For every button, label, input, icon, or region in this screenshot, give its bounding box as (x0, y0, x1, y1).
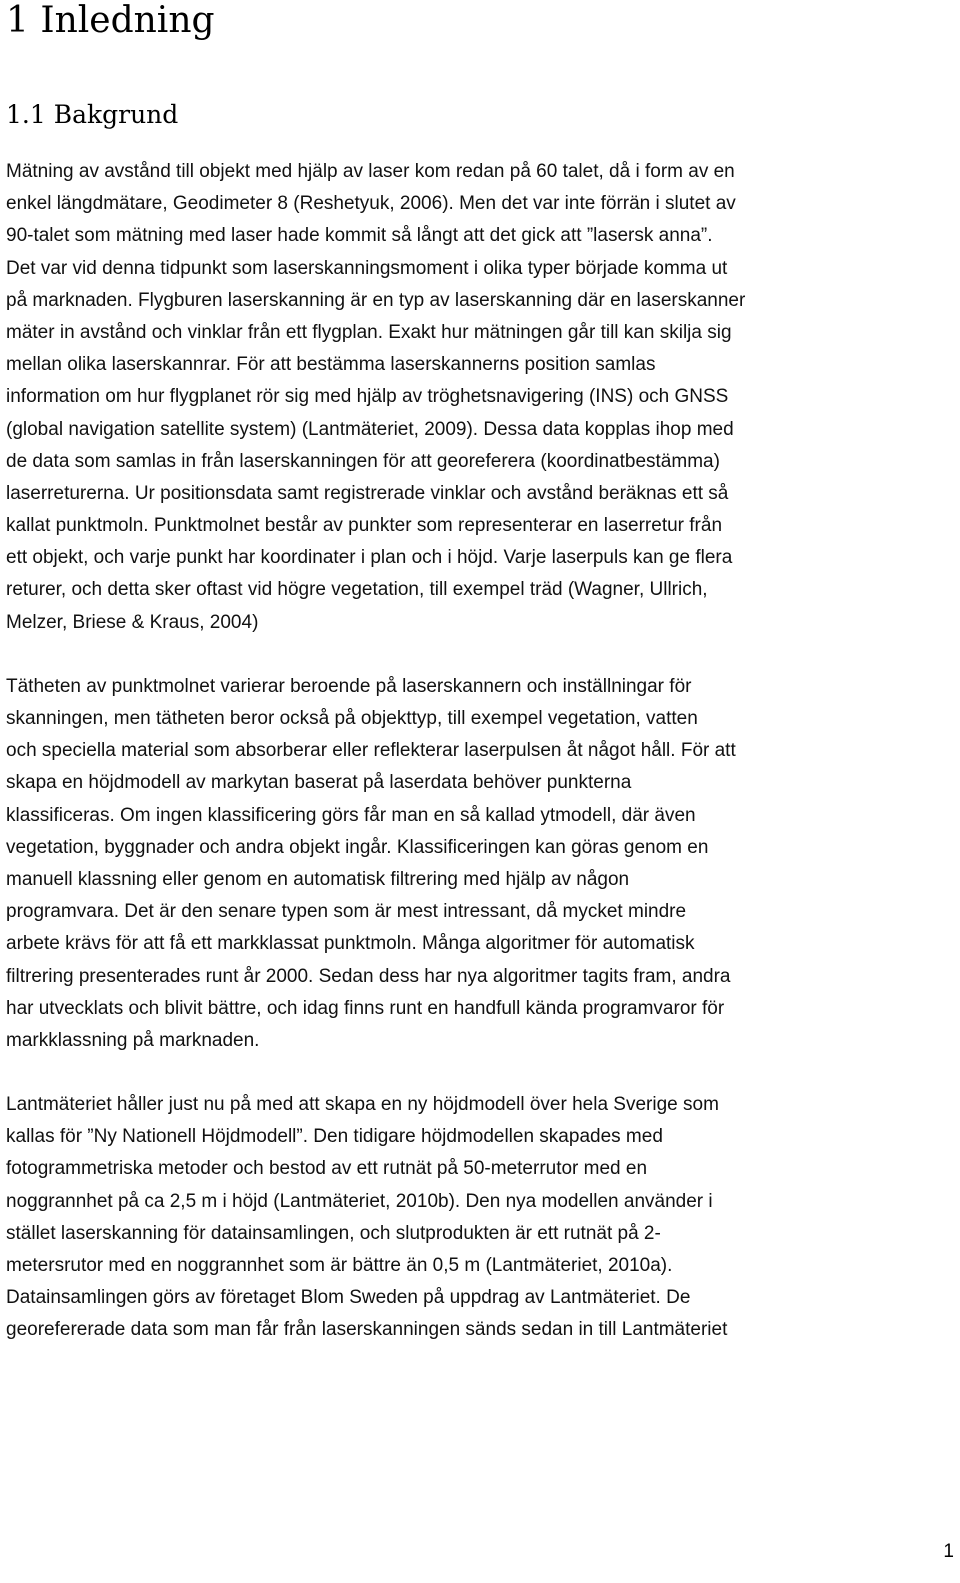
paragraph (6, 156, 956, 639)
text-line: kallat punktmoln. Punktmolnet består av punkter som representerar en laserretur från (6, 515, 723, 537)
text-line: georefererade data som man får från laserskanningen sänds sedan in till Lantmäteriet (6, 1319, 728, 1341)
text-line: vegetation, byggnader och andra objekt ingår. Klassificeringen kan göras genom en (6, 836, 709, 858)
text-line: skanningen, men tätheten beror också på objekttyp, till exempel vegetation, vatten (6, 708, 698, 729)
text-line: kallas för ”Ny Nationell Höjdmodell”. Den tidigare höjdmodellen skapades med (6, 1126, 663, 1148)
paragraph (6, 1089, 956, 1347)
text-line: information om hur flygplanet rör sig med hjälp av tröghetsnavigering (INS) och GNSS (6, 386, 729, 408)
text-line: metersrutor med en noggrannhet som är bättre än 0,5 m (Lantmäteriet, 2010a). (6, 1255, 673, 1276)
text-line: de data som samlas in från laserskanningen för att georeferera (koordinatbestämma) (6, 450, 720, 472)
section-title: 1.1 Bakgrund (6, 100, 179, 129)
text-line: returer, och detta sker oftast vid högre vegetation, till exempel träd (Wagner, Ullrich, (6, 579, 708, 601)
paragraph (6, 671, 956, 1057)
text-line: klassificeras. Om ingen klassificering görs får man en så kallad ytmodell, där även (6, 804, 696, 826)
text-line: ett objekt, och varje punkt har koordinater i plan och i höjd. Varje laserpuls kan ge flera (6, 547, 733, 569)
text-line: Mätning av avstånd till objekt med hjälp av laser kom redan på 60 talet, då i form av en (6, 161, 735, 182)
text-line: på marknaden. Flygburen laserskanning är en typ av laserskanning där en laserskanner (6, 289, 746, 311)
text-line: Datainsamlingen görs av företaget Blom Sweden på uppdrag av Lantmäteriet. De (6, 1287, 691, 1309)
text-line: Melzer, Briese & Kraus, 2004) (6, 611, 259, 633)
text-line: Lantmäteriet håller just nu på med att skapa en ny höjdmodell över hela Sverige som (6, 1094, 719, 1116)
text-line: skapa en höjdmodell av markytan baserat på laserdata behöver punkterna (6, 772, 632, 794)
text-line: fotogrammetriska metoder och bestod av ett rutnät på 50-meterrutor med en (6, 1158, 648, 1180)
body-text (6, 156, 956, 1379)
text-line: manuell klassning eller genom en automatisk filtrering med hjälp av någon (6, 868, 630, 890)
text-line: har utvecklats och blivit bättre, och idag finns runt en handfull kända programvaror för (6, 997, 725, 1019)
text-line: arbete krävs för att få ett markklassat punktmoln. Många algoritmer för automatisk (6, 933, 695, 955)
text-line: mäter in avstånd och vinklar från ett flygplan. Exakt hur mätningen går till kan skilja sig (6, 321, 732, 343)
text-line: enkel längdmätare, Geodimeter 8 (Reshetyuk, 2006). Men det var inte förrän i slutet av (6, 193, 736, 215)
text-line: mellan olika laserskannrar. För att bestämma laserskannerns position samlas (6, 354, 656, 376)
text-line: noggrannhet på ca 2,5 m i höjd (Lantmäteriet, 2010b). Den nya modellen använder i (6, 1190, 713, 1212)
text-line: 90-talet som mätning med laser hade kommit så långt att det gick att ”lasersk anna”. (6, 225, 713, 247)
text-line: Det var vid denna tidpunkt som laserskanningsmoment i olika typer började komma ut (6, 257, 728, 279)
text-line: markklassning på marknaden. (6, 1029, 260, 1051)
page-number: 1 (943, 1541, 954, 1562)
text-line: stället laserskanning för datainsamlingen, och slutprodukten är ett rutnät på 2- (6, 1222, 661, 1244)
text-line: Tätheten av punktmolnet varierar beroende på laserskannern och inställningar för (6, 675, 692, 697)
text-line: och speciella material som absorberar eller reflekterar laserpulsen åt något håll. För att (6, 740, 736, 762)
text-line: laserreturerna. Ur positionsdata samt registrerade vinklar och avstånd beräknas ett så (6, 482, 729, 504)
text-line: programvara. Det är den senare typen som är mest intressant, då mycket mindre (6, 901, 687, 923)
chapter-title: 1 Inledning (6, 0, 215, 41)
text-line: (global navigation satellite system) (Lantmäteriet, 2009). Dessa data kopplas ihop med (6, 418, 734, 440)
text-line: filtrering presenterades runt år 2000. Sedan dess har nya algoritmer tagits fram, andra (6, 965, 731, 987)
